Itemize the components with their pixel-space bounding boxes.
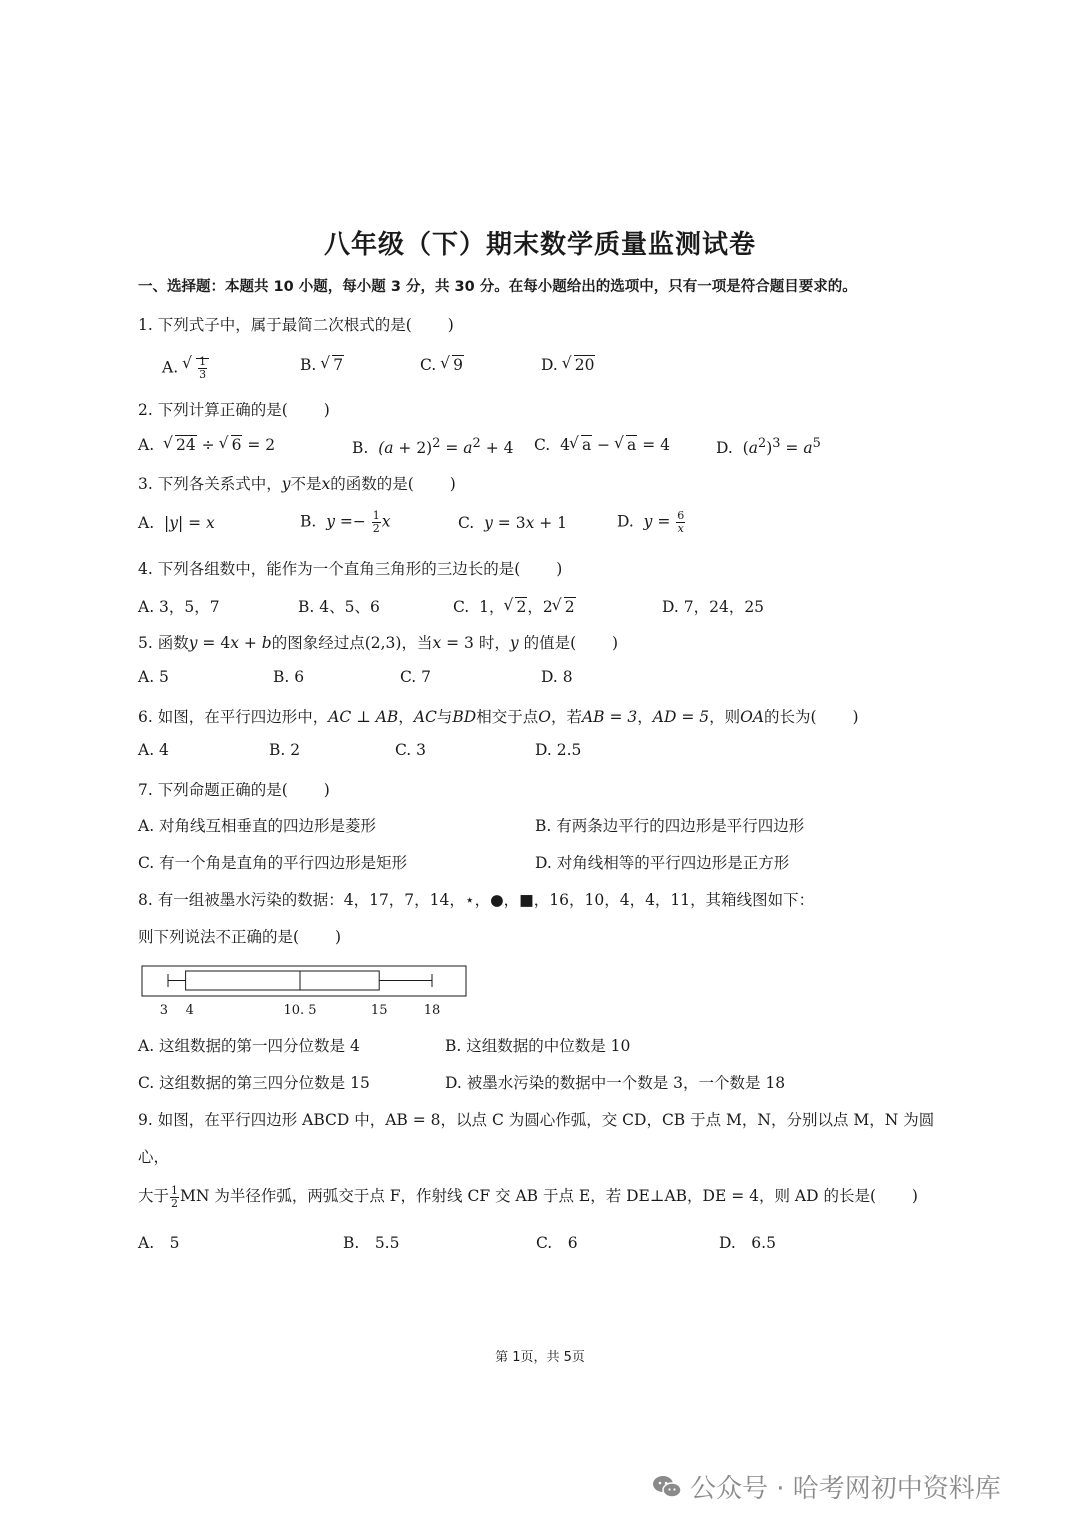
- q2-option-d: D. $(a^2)^3 = a^5$: [716, 436, 821, 458]
- q4-option-c: C. 1，√ 2，2√ 2: [453, 595, 576, 617]
- q5-option-c: C. 7: [400, 668, 432, 686]
- boxplot-tick-label: 15: [370, 1003, 388, 1018]
- q9-option-d: D. 6.5: [719, 1234, 776, 1252]
- question-9-stem-2: 心，: [138, 1148, 170, 1166]
- q3-option-a: A. |y| = x: [138, 514, 215, 532]
- boxplot-tick-label: 3: [159, 1003, 168, 1018]
- boxplot-tick-label: 4: [185, 1003, 194, 1018]
- q2-option-c: C. 4√ a − √ a = 4: [534, 436, 670, 454]
- question-3-stem: 3. 下列各关系式中，y不是x的函数的是( ): [138, 475, 456, 493]
- q8-option-b: B. 这组数据的中位数是 10: [445, 1037, 631, 1055]
- wechat-icon: [652, 1474, 682, 1500]
- q8-option-a: A. 这组数据的第一四分位数是 4: [138, 1037, 360, 1055]
- q5-option-a: A. 5: [138, 668, 169, 686]
- q7-option-b: B. 有两条边平行的四边形是平行四边形: [535, 817, 805, 835]
- q3-option-c: C. y = 3x + 1: [458, 514, 568, 532]
- q2-option-b: B. $(a + 2)^2 = a^2 + 4$: [352, 436, 514, 458]
- boxplot-tick-label: 18: [423, 1003, 441, 1018]
- question-4-stem: 4. 下列各组数中，能作为一个直角三角形的三边长的是( ): [138, 560, 563, 578]
- q1-option-c: C. √ 9: [420, 356, 464, 374]
- section-heading: 一、选择题：本题共 10 小题，每小题 3 分，共 30 分。在每小题给出的选项中，只有一项是符合题目要求的。: [138, 279, 857, 295]
- question-8-stem: 8. 有一组被墨水污染的数据：4，17，7，14，⋆，●，■，16，10，4，4，11，其箱线图如下：: [138, 891, 815, 909]
- question-9-stem-1: 9. 如图，在平行四边形 ABCD 中，AB = 8，以点 C 为圆心作弧，交 CD，CB 于点 M，N，分别以点 M，N 为圆: [138, 1111, 935, 1129]
- q1-option-a: A. √ $\frac{1}{3}$: [162, 356, 209, 381]
- boxplot-tick-label: 10. 5: [283, 1003, 317, 1018]
- question-8-stem-2: 则下列说法不正确的是( ): [138, 928, 342, 946]
- q4-option-b: B. 4、5、6: [298, 598, 380, 616]
- question-5-stem: 5. 函数y = 4x + b的图象经过点(2,3)，当x = 3 时，y 的值是( ): [138, 634, 619, 652]
- question-7-stem: 7. 下列命题正确的是( ): [138, 781, 330, 799]
- q6-option-c: C. 3: [395, 741, 427, 759]
- page-title: 八年级（下）期末数学质量监测试卷: [323, 230, 756, 260]
- q6-option-a: A. 4: [138, 741, 169, 759]
- q5-option-b: B. 6: [273, 668, 305, 686]
- q7-option-c: C. 有一个角是直角的平行四边形是矩形: [138, 854, 408, 872]
- q7-option-d: D. 对角线相等的平行四边形是正方形: [535, 854, 790, 872]
- page-footer: 第 1页，共 5页: [495, 1350, 585, 1365]
- boxplot-figure: [138, 962, 478, 1022]
- watermark: [652, 1468, 1001, 1505]
- q8-option-d: D. 被墨水污染的数据中一个数是 3，一个数是 18: [445, 1074, 786, 1092]
- q1-option-b: B. √ 7: [300, 356, 344, 374]
- q4-option-d: D. 7，24，25: [662, 598, 765, 616]
- question-2-stem: 2. 下列计算正确的是( ): [138, 401, 330, 419]
- watermark-text: 公众号 · 哈考网初中资料库: [690, 1474, 1001, 1504]
- q7-option-a: A. 对角线互相垂直的四边形是菱形: [138, 817, 377, 835]
- q9-option-a: A. 5: [138, 1234, 180, 1252]
- q3-option-d: D. y = $\frac{6}{x}$: [617, 509, 685, 535]
- q2-option-a: A. √ 24 ÷ √ 6 = 2: [138, 436, 275, 454]
- q1-option-d: D. √ 20: [541, 356, 595, 374]
- q9-option-b: B. 5.5: [343, 1234, 400, 1252]
- question-1-stem: 1. 下列式子中，属于最简二次根式的是( ): [138, 316, 454, 334]
- q9-option-c: C. 6: [536, 1234, 578, 1252]
- question-9-stem-3: 大于 $\frac{1}{2}$ MN 为半径作弧，两弧交于点 F，作射线 CF 交 AB 于点 E，若 DE⊥AB，DE = 4，则 AD 的长是( ): [138, 1183, 918, 1210]
- q5-option-d: D. 8: [541, 668, 573, 686]
- q4-option-a: A. 3，5，7: [138, 598, 220, 616]
- question-6-stem: 6. 如图，在平行四边形中，AC ⊥ AB，AC与BD相交于点O，若AB = 3，AD = 5，则OA的长为( ): [138, 708, 859, 726]
- q8-option-c: C. 这组数据的第三四分位数是 15: [138, 1074, 370, 1092]
- q6-option-b: B. 2: [269, 741, 301, 759]
- q3-option-b: B. y =− $\frac{1}{2}$ x: [300, 509, 391, 535]
- boxplot-box: [186, 971, 380, 990]
- q6-option-d: D. 2.5: [535, 741, 582, 759]
